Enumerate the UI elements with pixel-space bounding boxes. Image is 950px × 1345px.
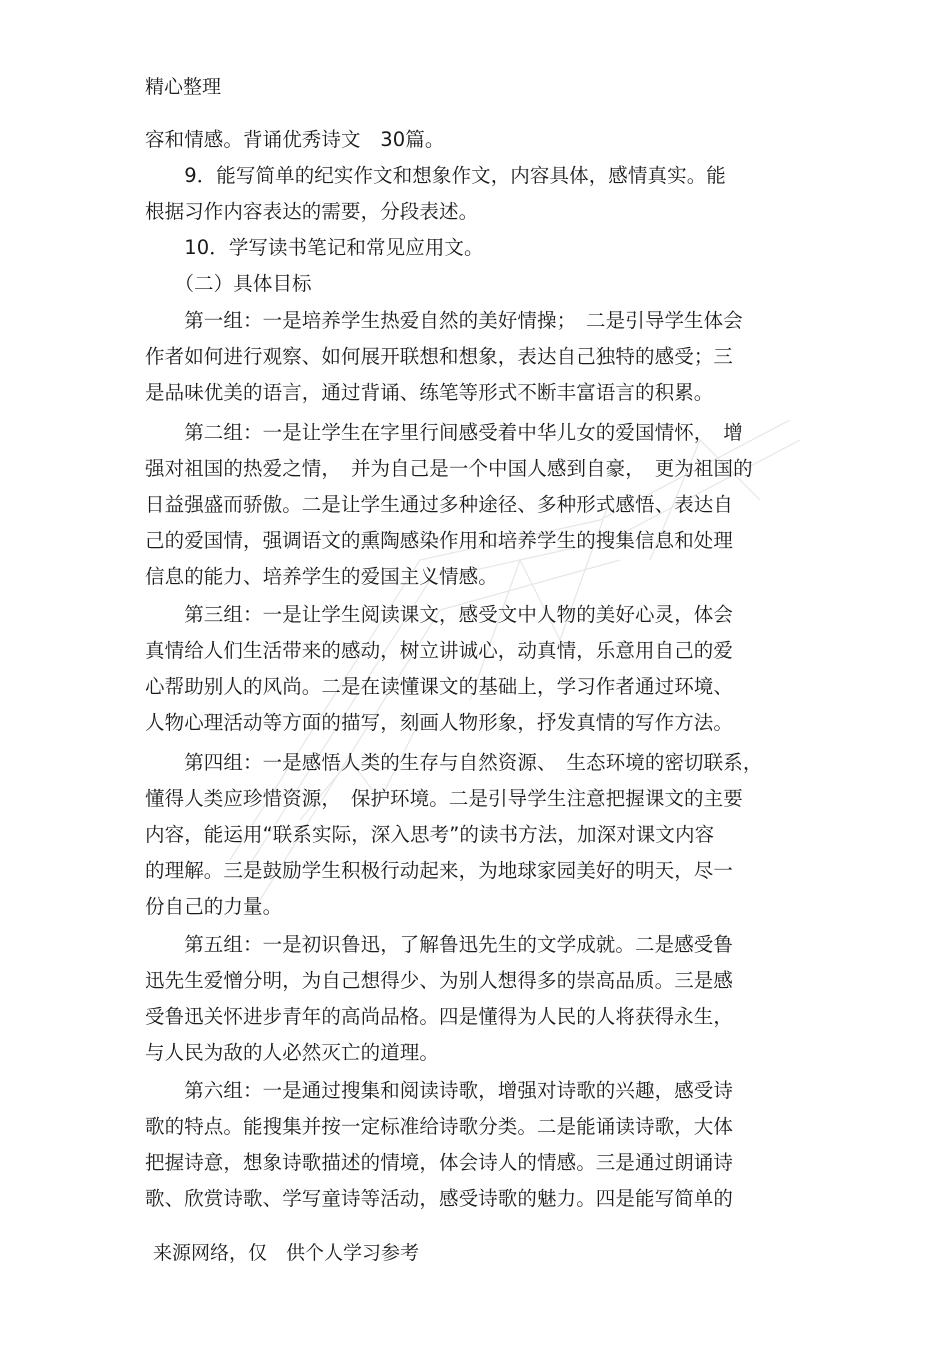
text-line: 己的爱国情，强调语文的熏陶感染作用和培养学生的搜集信息和处理 [145, 529, 734, 552]
text-line: 真情给人们生活带来的感动，树立讲诚心，动真情，乐意用自己的爱 [145, 639, 734, 662]
text-line: 第一组：一是培养学生热爱自然的美好情操； 二是引导学生体会 [145, 309, 743, 332]
text-line: 10．学写读书笔记和常见应用文。 [145, 236, 484, 259]
text-line: 第六组：一是通过搜集和阅读诗歌，增强对诗歌的兴趣，感受诗 [145, 1079, 734, 1102]
text-line: 强对祖国的热爱之情， 并为自己是一个中国人感到自豪， 更为祖国的 [145, 457, 753, 480]
text-line: 根据习作内容表达的需要，分段表述。 [145, 200, 479, 223]
text-line: 受鲁迅关怀进步青年的高尚品格。四是懂得为人民的人将获得永生， [145, 1005, 734, 1028]
text-line: 把握诗意，想象诗歌描述的情境，体会诗人的情感。三是通过朗诵诗 [145, 1151, 734, 1174]
text-line: 第四组：一是感悟人类的生存与自然资源、 生态环境的密切联系， [145, 751, 763, 774]
text-line: 迅先生爱憎分明，为自己想得少、为别人想得多的崇高品质。三是感 [145, 969, 734, 992]
text-line: 是品味优美的语言，通过背诵、练笔等形式不断丰富语言的积累。 [145, 381, 714, 404]
text-line: 作者如何进行观察、如何展开联想和想象，表达自己独特的感受；三 [145, 345, 734, 368]
text-line: （二）具体目标 [145, 272, 312, 295]
text-line: 份自己的力量。 [145, 895, 283, 918]
text-line: 日益强盛而骄傲。二是让学生通过多种途径、多种形式感悟、表达自 [145, 493, 734, 516]
text-line: 第二组：一是让学生在字里行间感受着中华儿女的爱国情怀， 增 [145, 421, 743, 444]
text-line: 懂得人类应珍惜资源， 保护环境。二是引导学生注意把握课文的主要 [145, 787, 743, 810]
text-line: 内容，能运用“联系实际，深入思考”的读书方法，加深对课文内容 [145, 823, 715, 846]
text-line: 第五组：一是初识鲁迅，了解鲁迅先生的文学成就。二是感受鲁 [145, 933, 734, 956]
text-line: 歌的特点。能搜集并按一定标准给诗歌分类。二是能诵读诗歌，大体 [145, 1115, 734, 1138]
page-header: 精心整理 [145, 76, 222, 98]
text-line: 心帮助别人的风尚。二是在读懂课文的基础上，学习作者通过环境、 [145, 675, 734, 698]
text-line: 第三组：一是让学生阅读课文，感受文中人物的美好心灵，体会 [145, 603, 734, 626]
text-line: 歌、欣赏诗歌、学写童诗等活动，感受诗歌的魅力。四是能写简单的 [145, 1187, 734, 1210]
text-line: 人物心理活动等方面的描写，刻画人物形象，抒发真情的写作方法。 [145, 711, 734, 734]
text-line: 容和情感。背诵优秀诗文 30篇。 [145, 128, 445, 151]
page-footer: 来源网络，仅 供个人学习参考 [153, 1242, 420, 1264]
text-line: 的理解。三是鼓励学生积极行动起来，为地球家园美好的明天，尽一 [145, 859, 734, 882]
text-line: 9．能写简单的纪实作文和想象作文，内容具体，感情真实。能 [145, 164, 726, 187]
text-line: 与人民为敌的人必然灭亡的道理。 [145, 1041, 440, 1064]
text-line: 信息的能力、培养学生的爱国主义情感。 [145, 565, 498, 588]
